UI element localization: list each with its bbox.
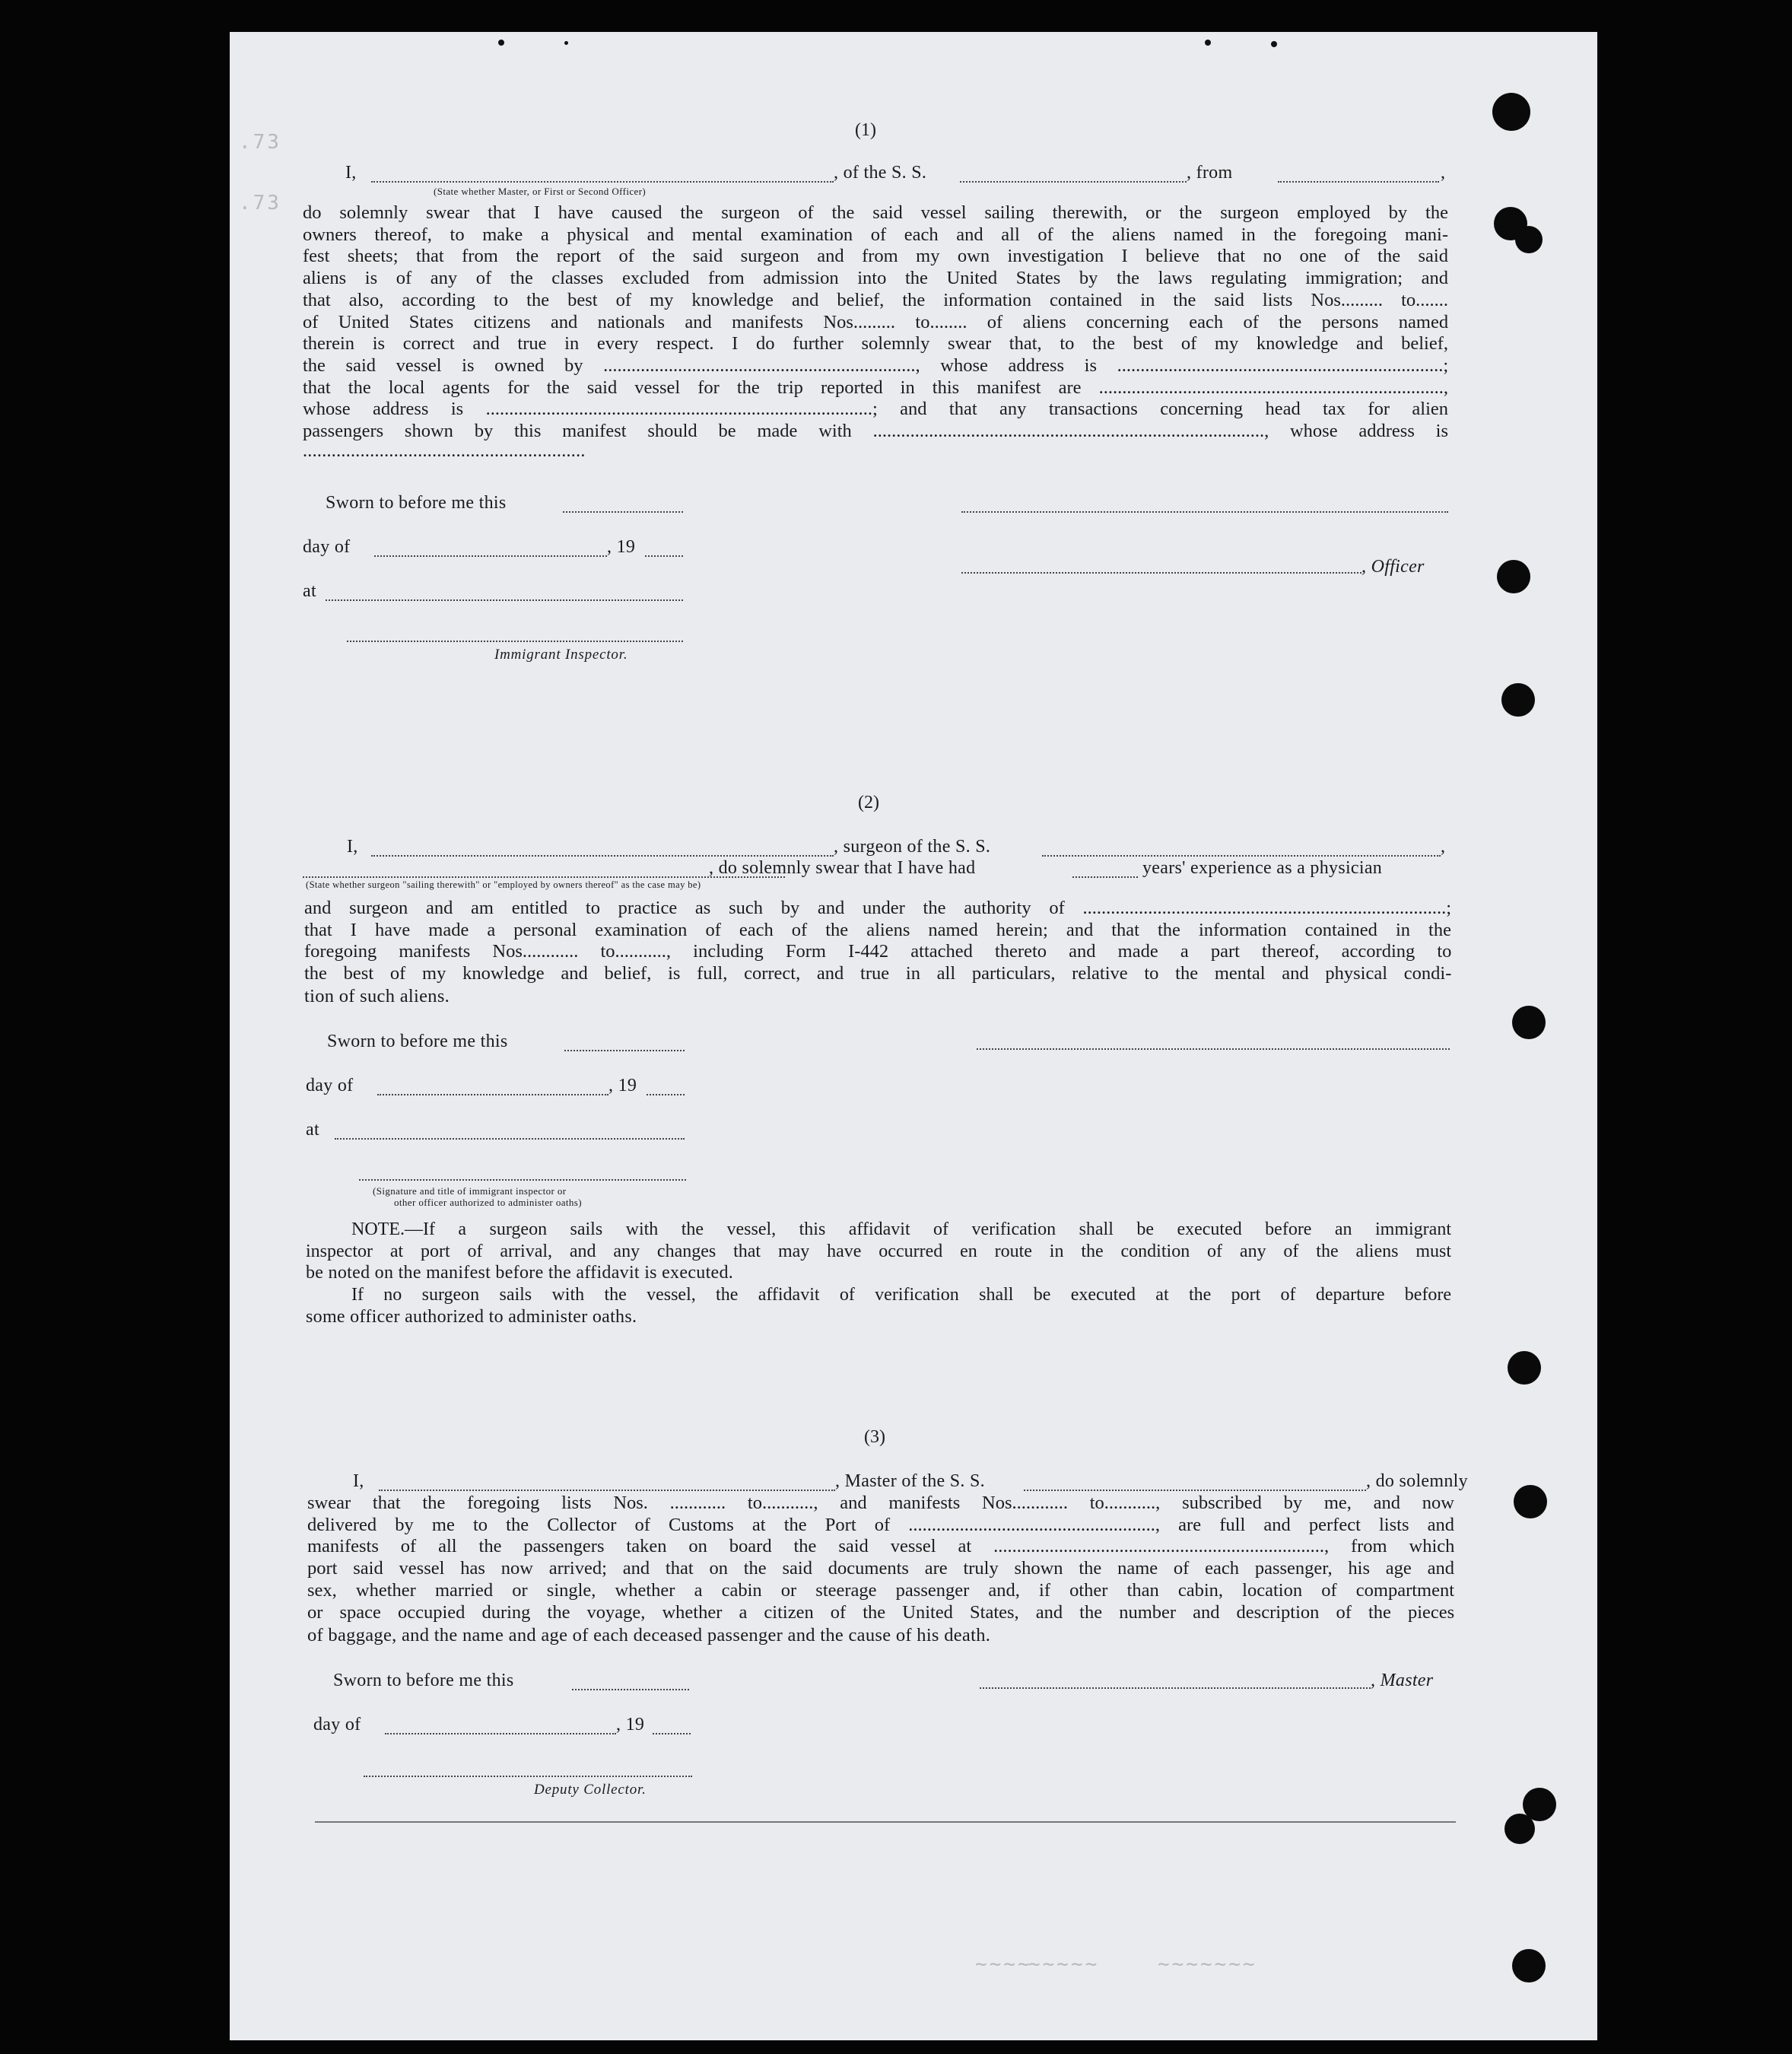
bleed-through-mark: .73 [239,192,281,215]
section-2-note [306,1219,1451,1262]
section-3-line: delivered by me to the Collector of Customs at the Port of ....................................................., are full and perfect lists and [307,1514,1454,1535]
note-line: If no surgeon sails with the vessel, the affidavit of verification shall be executed at the port of departure before [351,1285,1451,1305]
binder-hole [1492,93,1530,131]
section-1-sworn: Sworn to before me this [326,493,507,513]
binder-hole [1512,1949,1546,1982]
section-2-surgeon-of: , surgeon of the S. S. [834,837,991,857]
binder-hole [1512,1006,1546,1039]
blank-master-name [379,1490,835,1491]
section-3-master [1371,1671,1433,1691]
section-3-line1-end: , do solemnly [1366,1471,1468,1491]
section-1-at: at [303,581,316,601]
section-3-line1-i: I, [353,1471,364,1491]
section-2-line1-i: I, [347,837,358,857]
binder-hole [1497,560,1530,593]
section-1-nineteen: , 19 [607,537,636,557]
punch-mark [1205,40,1211,46]
bleed-through-mark: ~~~~ [975,1953,1032,1976]
section-3-number: (3) [864,1427,885,1447]
blank-collector-signature [364,1776,692,1777]
section-1-line: owners thereof, to make a physical and mental examination of each and all of the aliens named in the foregoing mani- [303,224,1448,245]
blank-years [1072,876,1138,878]
section-2-last-line: tion of such aliens. [304,986,450,1006]
section-1-line: therein is correct and true in every respect. I do further solemnly swear that, to the best of my knowledge and belief, [303,333,1448,355]
document-page [230,32,1597,2040]
section-2-line: the best of my knowledge and belief, is full, correct, and true in all particulars, relative to the mental and physical condi- [304,963,1451,984]
section-3-line: sex, whether married or single, whether a cabin or steerage passenger and, if other than cabin, location of compartment [307,1579,1454,1601]
bleed-through-mark: ~~~~~ [1028,1953,1100,1976]
blank-officer-signature [961,572,1361,574]
section-2-body [304,898,1451,985]
section-1-line: of United States citizens and nationals and manifests Nos......... to........ of aliens concerning each of the persons named [303,311,1448,332]
blank-day-month [385,1733,616,1734]
section-2-swear: , do solemnly swear that I have had [709,858,976,878]
section-2-line: that I have made a personal examination of each of the aliens named herein; and that the information contained in the [304,919,1451,940]
officer-label: , Officer [1361,557,1425,577]
section-2-day-of: day of [306,1076,354,1095]
section-3-body [307,1493,1454,1623]
section-1-caption: (State whether Master, or First or Second Officer) [434,186,647,197]
blank-officer-signature [359,1179,686,1181]
section-3-collector: Deputy Collector. [534,1782,647,1798]
blank-at-place [326,599,683,601]
blank-year [645,555,683,557]
section-2-nineteen: , 19 [608,1076,637,1095]
section-1-line: that the local agents for the said vessel for the trip reported in this manifest are .........................................................................., [303,377,1448,398]
section-1-line: the said vessel is owned by ..................................................................., whose address is ......................................................................; [303,355,1448,376]
section-3-line: port said vessel has now arrived; and that on the said documents are truly shown the name of each passenger, his age and [307,1558,1454,1579]
section-3-nineteen: , 19 [616,1715,645,1734]
binder-hole [1508,1351,1541,1385]
bleed-through-mark: .73 [239,131,281,154]
section-3-line: swear that the foregoing lists Nos. ............ to..........., and manifests Nos............ to..........., subscribed by me, and now [307,1493,1454,1513]
punch-mark [564,41,568,45]
blank-vessel-name [1024,1490,1366,1491]
bleed-through-mark: ~~~~~~~ [1158,1953,1257,1976]
binder-hole [1514,1485,1547,1518]
note-last-line: be noted on the manifest before the affidavit is executed. [306,1263,734,1283]
blank-sworn-date [563,511,683,513]
bottom-divider [315,1821,1456,1823]
blank-year [653,1733,691,1734]
binder-hole [1501,683,1535,717]
punch-mark [1271,41,1277,47]
section-1-inspector: Immigrant Inspector. [494,647,628,663]
blank-sworn-date [564,1050,685,1051]
section-2-line: and surgeon and am entitled to practice as such by and under the authority of ..............................................................................; [304,898,1451,918]
blank-port-from [1278,181,1439,183]
section-2-number: (2) [858,793,879,812]
master-label: , Master [1371,1671,1434,1690]
section-3-line: manifests of all the passengers taken on board the said vessel at ......................................................................., from which [307,1536,1454,1557]
section-1-line: fest sheets; that from the report of the said surgeon and from my own investigation I believe that no one of the said [303,246,1448,267]
note-line: NOTE.—If a surgeon sails with the vessel, this affidavit of verification shall be executed before an immigrant [351,1219,1451,1239]
section-1-line1-i: I, [345,163,357,183]
section-1-line: whose address is ...................................................................................; and that any transactions concerning head tax for alien [303,399,1448,420]
section-2-line1-end: , [1441,837,1446,857]
blank-master-signature [980,1687,1371,1689]
section-2-years: years' experience as a physician [1142,858,1383,878]
blank-vessel-name [1042,855,1441,857]
section-1-trailing-dots: ........................................................... [303,441,586,461]
blank-at-place [335,1138,685,1140]
blank-officer-signature-top [961,511,1448,513]
blank-officer-title [371,181,834,183]
section-1-line: that also, according to the best of my knowledge and belief, the information contained in the said lists Nos......... to....... [303,289,1448,310]
blank-day-month [374,555,607,557]
section-2-at: at [306,1120,319,1140]
section-2-line: foregoing manifests Nos............ to..........., including Form I-442 attached thereto and made a part thereof, according to [304,941,1451,962]
punch-mark [498,40,504,46]
section-3-sworn: Sworn to before me this [333,1671,514,1690]
section-1-officer [1361,557,1425,577]
blank-surgeon-name [371,855,834,857]
section-1-number: (1) [855,120,876,140]
note-2-last-line: some officer authorized to administer oaths. [306,1307,637,1327]
section-3-line: or space occupied during the voyage, whether a citizen of the United States, and the number and description of the pieces [307,1601,1454,1623]
section-3-master-of: , Master of the S. S. [835,1471,985,1491]
section-2-sig-caption-2: other officer authorized to administer oaths) [394,1197,582,1208]
section-2-caption: (State whether surgeon "sailing therewith" or "employed by owners thereof" as the case may be) [306,879,701,890]
section-1-line: do solemnly swear that I have caused the surgeon of the said vessel sailing therewith, or the surgeon employed by the [303,202,1448,223]
section-1-line: aliens is of any of the classes excluded from admission into the United States by the laws regulating immigration; and [303,268,1448,289]
blank-day-month [377,1094,608,1095]
section-2-note-2 [306,1284,1451,1306]
blank-surgeon-signature [977,1048,1450,1050]
section-2-sig-caption: (Signature and title of immigrant inspector or [373,1185,567,1197]
section-3-last-line: of baggage, and the name and age of each deceased passenger and the cause of his death. [307,1625,991,1645]
section-1-from: , from [1187,163,1233,183]
section-1-of-ss: , of the S. S. [834,163,927,183]
section-3-day-of: day of [313,1715,361,1734]
blank-sworn-date [572,1689,689,1690]
blank-inspector-signature [347,641,683,642]
binder-hole [1504,1814,1535,1844]
blank-vessel-name [960,181,1187,183]
section-2-sworn: Sworn to before me this [327,1032,508,1051]
section-1-line: passengers shown by this manifest should be made with ...................................................................................., whose address is [303,421,1448,442]
section-1-line1-end: , [1441,163,1446,183]
section-1-body [303,202,1448,443]
binder-hole [1515,226,1543,253]
blank-year [647,1094,685,1095]
section-1-day-of: day of [303,537,351,557]
note-line: inspector at port of arrival, and any changes that may have occurred en route in the condition of any of the aliens must [306,1241,1451,1261]
